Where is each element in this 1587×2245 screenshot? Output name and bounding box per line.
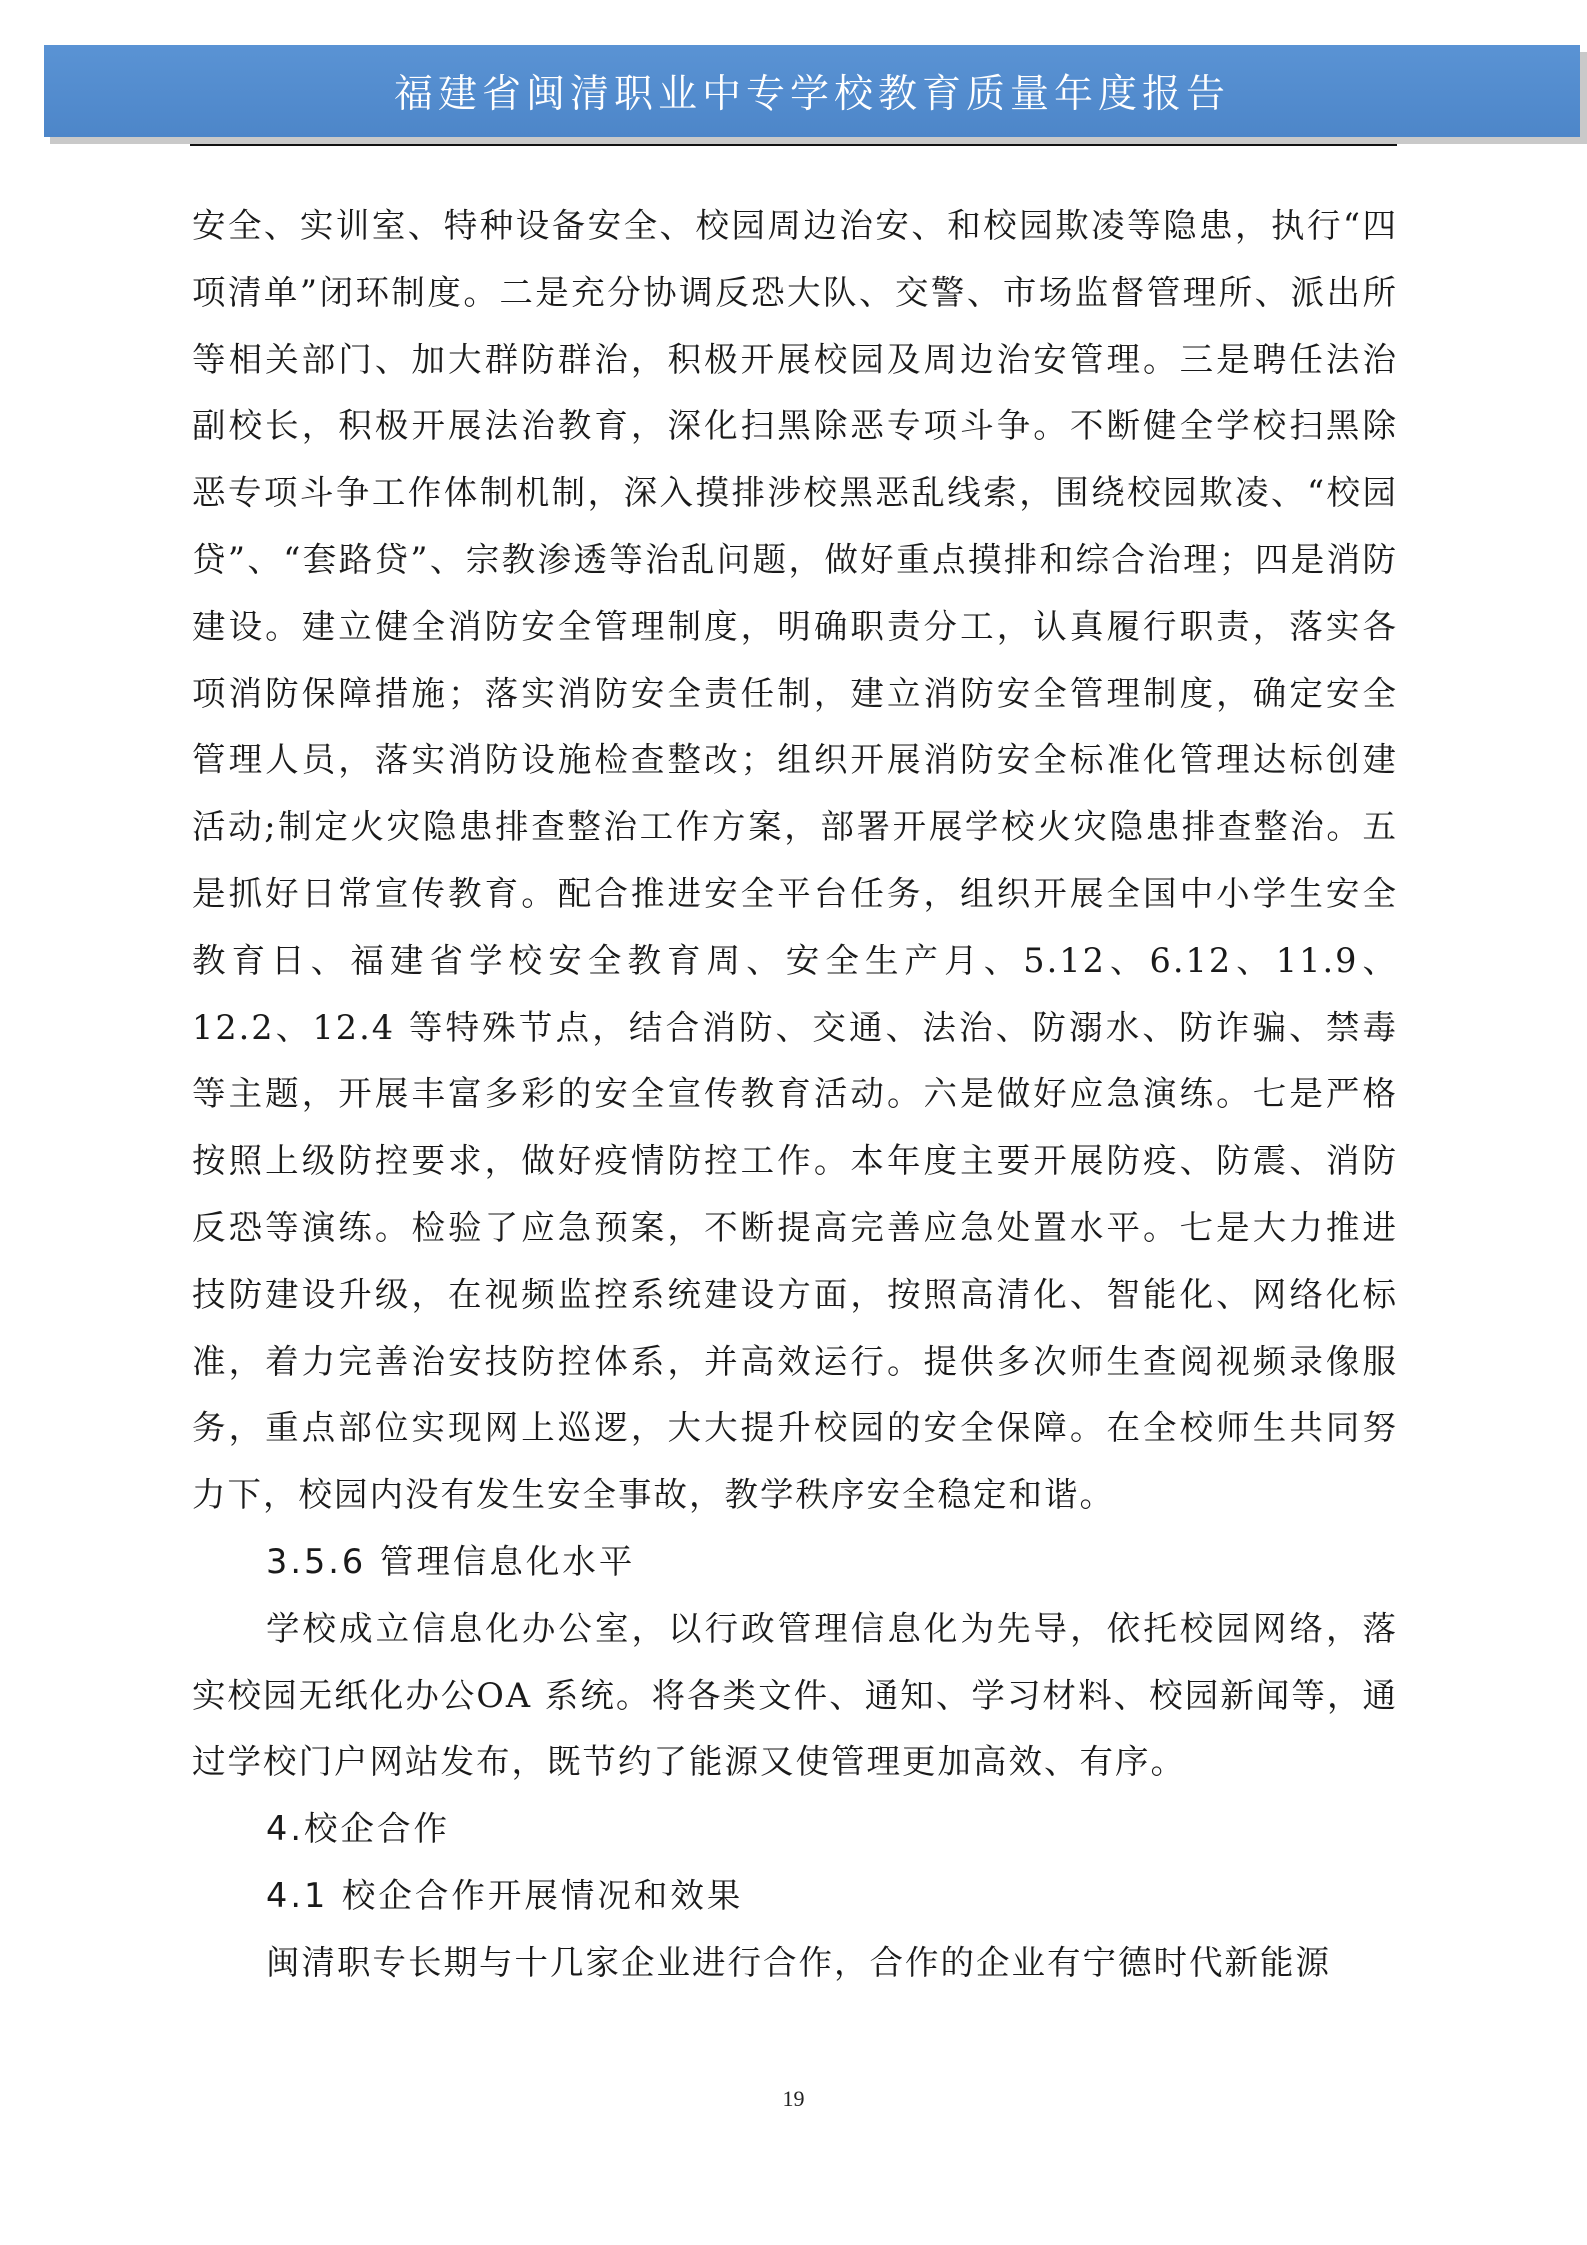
document-body [192, 193, 1398, 1997]
report-title: 福建省闽清职业中专学校教育质量年度报告 [393, 72, 1230, 117]
body-paragraph-informatization: 学校成立信息化办公室，以行政管理信息化为先导，依托校园网络，落实校园无纸化办公OA 系统。将各类文件、通知、学习材料、校园新闻等，通过学校门户网站发布，既节约了能源又使管理更加高效、有序。 [192, 1608, 1398, 1782]
report-header-bar [44, 45, 1580, 137]
page-number: 19 [782, 2086, 805, 2111]
section-heading-4: 4.校企合作 [266, 1809, 450, 1849]
header-divider [190, 144, 1397, 146]
section-heading-4-1: 4.1 校企合作开展情况和效果 [266, 1875, 744, 1915]
section-heading-3-5-6: 3.5.6 管理信息化水平 [266, 1541, 636, 1581]
body-paragraph-safety: 安全、实训室、特种设备安全、校园周边治安、和校园欺凌等隐患，执行“四项清单”闭环制度。二是充分协调反恐大队、交警、市场监督管理所、派出所等相关部门、加大群防群治，积极开展校园及周边治安管理。三是聘任法治副校长，积极开展法治教育，深化扫黑除恶专项斗争。不断健全学校扫黑除恶专项斗争工作体制机制，深入摸排涉校黑恶乱线索，围绕校园欺凌、“校园贷”、“套路贷”、宗教渗透等治乱问题，做好重点摸排和综合治理；四是消防建设。建立健全消防安全管理制度，明确职责分工，认真履行职责，落实各项消防保障措施；落实消防安全责任制，建立消防安全管理制度，确定安全管理人员，落实消防设施检查整改；组织开展消防安全标准化管理达标创建活动;制定火灾隐患排查整治工作方案，部署开展学校火灾隐患排查整治。五是抓好日常宣传教育。配合推进安全平台任务，组织开展全国中小学生安全教育日、福建省学校安全教育周、安全生产月、5.12、6.12、11.9、12.2、12.4 等特殊节点，结合消防、交通、法治、防溺水、防诈骗、禁毒等主题，开展丰富多彩的安全宣传教育活动。六是做好应急演练。七是严格按照上级防控要求，做好疫情防控工作。本年度主要开展防疫、防震、消防反恐等演练。检验了应急预案，不断提高完善应急处置水平。七是大力推进技防建设升级，在视频监控系统建设方面，按照高清化、智能化、网络化标准，着力完善治安技防控体系，并高效运行。提供多次师生查阅视频录像服务，重点部位实现网上巡逻，大大提升校园的安全保障。在全校师生共同努力下，校园内没有发生安全事故，教学秩序安全稳定和谐。 [192, 206, 1398, 1515]
body-paragraph-cooperation: 闽清职专长期与十几家企业进行合作，合作的企业有宁德时代新能源 [266, 1942, 1331, 1982]
